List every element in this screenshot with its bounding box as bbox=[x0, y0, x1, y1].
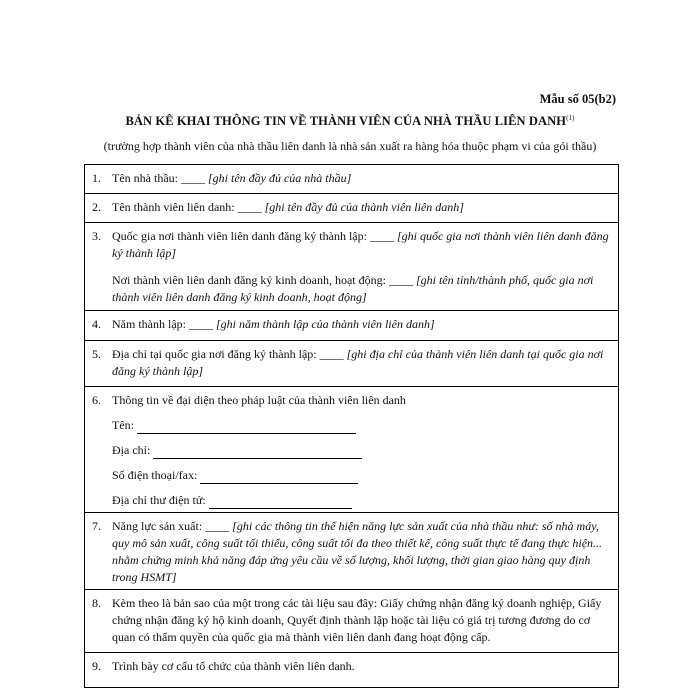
row-number: 2. bbox=[92, 200, 101, 214]
rep-phone-field bbox=[112, 467, 610, 484]
rep-name-blank[interactable] bbox=[137, 421, 356, 434]
field-label: Số điện thoại/fax: bbox=[112, 468, 198, 482]
row-hint-2: [ghi tên tỉnh/thành phố, quốc gia nơi thành viên liên danh đăng ký kinh doanh, hoạt động] bbox=[112, 273, 594, 304]
row-label: Địa chỉ tại quốc gia nơi đăng ký thành lập: ____ bbox=[112, 347, 347, 361]
field-label: Địa chỉ thư điện tử: bbox=[112, 493, 206, 507]
info-table bbox=[84, 164, 619, 688]
row-hint: [ghi năm thành lập của thành viên liên danh] bbox=[215, 317, 435, 331]
row-label: Năng lực sản xuất: ____ bbox=[112, 519, 233, 533]
rep-phone-blank[interactable] bbox=[200, 471, 358, 484]
rep-address-blank[interactable] bbox=[153, 446, 362, 459]
row-hint: [ghi quốc gia nơi thành viên liên danh đăng ký thành lập] bbox=[112, 229, 609, 260]
row-number: 6. bbox=[92, 393, 101, 407]
title-text: BẢN KÊ KHAI THÔNG TIN VỀ THÀNH VIÊN CỦA NHÀ THẦU LIÊN DANH bbox=[125, 114, 567, 129]
row-production-capacity bbox=[85, 513, 618, 590]
row-member-name bbox=[85, 194, 618, 223]
row-attached-documents bbox=[85, 590, 618, 653]
row-label: Kèm theo là bản sao của một trong các tài liệu sau đây: Giấy chứng nhận đăng ký doanh nghiệp, Giấy chứng nhận đăng ký hộ kinh doanh, Quyết định thành lập hoặc tài liệu có giá trị tương đương do cơ quan có thẩm quyền của quốc gia mà thành viên liên danh đang hoạt động cấp. bbox=[112, 596, 602, 644]
field-label: Tên: bbox=[112, 418, 134, 432]
row-label: Quốc gia nơi thành viên liên danh đăng ký thành lập: ____ bbox=[112, 229, 397, 243]
row-hint: [ghi các thông tin thể hiện năng lực sản xuất của nhà thầu như: số nhà máy, quy mô sản xuất, công suất tối thiểu, công suất tối đa theo thiết kế, công suất thực tế đang thực hiện... nhằm chứng minh khả năng đáp ứng yêu cầu về số lượng, khối lượng, thời gian giao hàng quy định trong HSMT] bbox=[112, 519, 603, 584]
field-label: Địa chỉ: bbox=[112, 443, 151, 457]
rep-address-field bbox=[112, 442, 610, 459]
row-legal-representative bbox=[85, 387, 618, 513]
row-contractor-name bbox=[85, 165, 618, 194]
row-label: Thông tin về đại diện theo pháp luật của thành viên liên danh bbox=[112, 393, 406, 407]
row-label: Năm thành lập: ____ bbox=[112, 317, 216, 331]
row-address bbox=[85, 341, 618, 387]
row-country-registration bbox=[85, 223, 618, 311]
row-organization-structure bbox=[85, 653, 618, 688]
row-label: Tên nhà thầu: ____ bbox=[112, 171, 208, 185]
row-label: Trình bày cơ cấu tổ chức của thành viên liên danh. bbox=[112, 659, 355, 673]
row-paragraph bbox=[112, 228, 610, 262]
rep-email-blank[interactable] bbox=[209, 496, 352, 509]
row-label-2: Nơi thành viên liên danh đăng ký kinh doanh, hoạt động: ____ bbox=[112, 273, 416, 287]
title-footnote-marker: (1) bbox=[566, 114, 575, 122]
row-number: 4. bbox=[92, 317, 101, 331]
row-hint: [ghi địa chỉ của thành viên liên danh tại quốc gia nơi đăng ký thành lập] bbox=[112, 347, 604, 378]
row-label: Tên thành viên liên danh: ____ bbox=[112, 200, 265, 214]
document-title bbox=[0, 114, 700, 129]
row-founding-year bbox=[85, 311, 618, 341]
row-number: 5. bbox=[92, 347, 101, 361]
row-number: 7. bbox=[92, 519, 101, 533]
rep-name-field bbox=[112, 417, 610, 434]
document-subtitle: (trường hợp thành viên của nhà thầu liên danh là nhà sản xuất ra hàng hóa thuộc phạm vi của gói thầu) bbox=[103, 139, 597, 153]
row-number: 1. bbox=[92, 171, 101, 185]
row-number: 9. bbox=[92, 659, 101, 673]
row-number: 8. bbox=[92, 596, 101, 610]
rep-email-field bbox=[112, 492, 610, 509]
row-paragraph-2 bbox=[112, 272, 610, 306]
row-hint: [ghi tên đầy đủ của thành viên liên danh] bbox=[264, 200, 464, 214]
form-code: Mẫu số 05(b2) bbox=[539, 92, 616, 106]
row-number: 3. bbox=[92, 229, 101, 243]
row-hint: [ghi tên đầy đủ của nhà thầu] bbox=[207, 171, 352, 185]
